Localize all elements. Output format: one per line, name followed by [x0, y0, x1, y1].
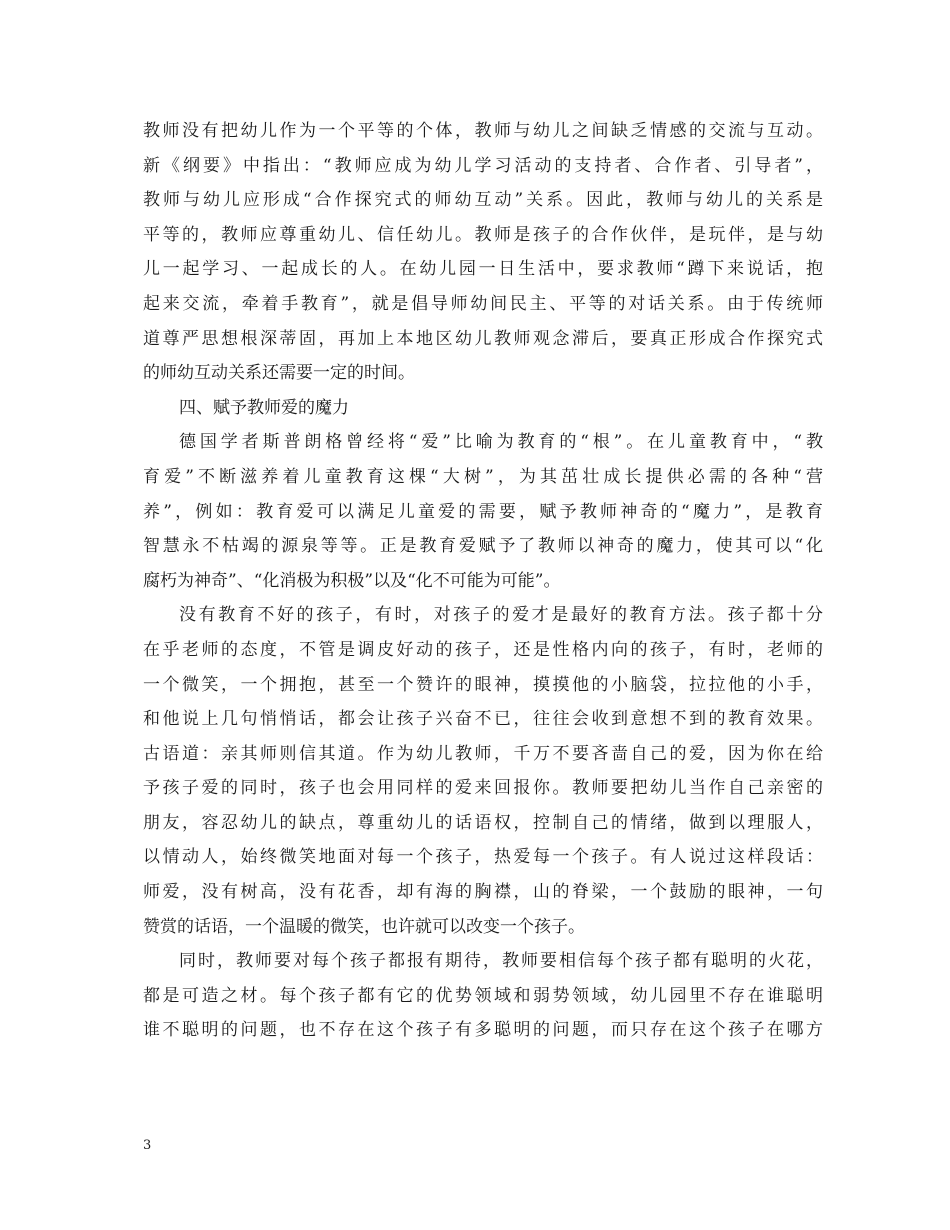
- text-line: [143, 564, 823, 599]
- text-line-content: 新《纲要》中指出：“教师应成为幼儿学习活动的支持者、合作者、引导者”，: [143, 155, 823, 176]
- text-line-content: 谁不聪明的问题，也不存在这个孩子有多聪明的问题，而只存在这个孩子在哪方: [143, 1020, 823, 1041]
- text-line: [143, 425, 823, 460]
- text-line: [143, 322, 823, 357]
- text-line: [143, 633, 823, 668]
- text-line: [143, 183, 823, 218]
- text-line-content: 的师幼互动关系还需要一定的时间。: [143, 363, 415, 384]
- text-line-content: 师爱，没有树高，没有花香，却有海的胸襟，山的脊梁，一个鼓励的眼神，一句: [143, 882, 823, 903]
- text-line: [143, 495, 823, 530]
- text-line-content: 智慧永不枯竭的源泉等等。正是教育爱赋予了教师以神奇的魔力，使其可以“化: [143, 536, 823, 557]
- text-line-content: 平等的，教师应尊重幼儿、信任幼儿。教师是孩子的合作伙伴，是玩伴，是与幼: [143, 224, 823, 245]
- section-heading: [143, 391, 823, 426]
- text-line-content: 一个微笑，一个拥抱，甚至一个赞许的眼神，摸摸他的小脑袋，拉拉他的小手，: [143, 674, 823, 695]
- text-line-content: 以情动人，始终微笑地面对每一个孩子，热爱每一个孩子。有人说过这样段话：: [143, 847, 823, 868]
- text-line: [143, 944, 823, 979]
- text-line-content: 古语道：亲其师则信其道。作为幼儿教师，千万不要吝啬自己的爱，因为你在给: [143, 743, 823, 764]
- text-line-content: 教师与幼儿应形成“合作探究式的师幼互动”关系。因此，教师与幼儿的关系是: [143, 190, 823, 211]
- text-line-content: 和他说上几句悄悄话，都会让孩子兴奋不已，往往会收到意想不到的教育效果。: [143, 709, 823, 730]
- text-line: [143, 771, 823, 806]
- page-number: 3: [143, 1138, 152, 1153]
- text-line-content: 腐朽为神奇”、“化消极为积极”以及“化不可能为可能”。: [143, 570, 561, 591]
- text-line-content: 在乎老师的态度，不管是调皮好动的孩子，还是性格内向的孩子，有时，老师的: [143, 639, 823, 660]
- text-line: [143, 149, 823, 184]
- text-line-content: 育爱”不断滋养着儿童教育这棵“大树”，为其茁壮成长提供必需的各种“营: [143, 466, 823, 487]
- text-line: [143, 356, 823, 391]
- text-line-content: 没有教育不好的孩子，有时，对孩子的爱才是最好的教育方法。孩子都十分: [179, 605, 823, 626]
- text-line: [143, 806, 823, 841]
- text-line: [143, 598, 823, 633]
- text-line: [143, 910, 823, 945]
- text-line-content: 德国学者斯普朗格曾经将“爱”比喻为教育的“根”。在儿童教育中，“教: [179, 432, 823, 453]
- text-line-content: 都是可造之材。每个孩子都有它的优势领域和弱势领域，幼儿园里不存在谁聪明: [143, 985, 823, 1006]
- text-line-content: 儿一起学习、一起成长的人。在幼儿园一日生活中，要求教师“蹲下来说话，抱: [143, 259, 823, 280]
- text-line-content: 朋友，容忍幼儿的缺点，尊重幼儿的话语权，控制自己的情绪，做到以理服人，: [143, 812, 823, 833]
- text-line-content: 起来交流，牵着手教育”，就是倡导师幼间民主、平等的对话关系。由于传统师: [143, 293, 823, 314]
- text-line: [143, 979, 823, 1014]
- text-line: [143, 218, 823, 253]
- text-line-content: 予孩子爱的同时，孩子也会用同样的爱来回报你。教师要把幼儿当作自己亲密的: [143, 778, 823, 799]
- text-line: [143, 460, 823, 495]
- text-line-content: 教师没有把幼儿作为一个平等的个体，教师与幼儿之间缺乏情感的交流与互动。: [143, 121, 823, 141]
- text-line: [143, 668, 823, 703]
- text-line: [143, 702, 823, 737]
- text-line-content: 同时，教师要对每个孩子都报有期待，教师要相信每个孩子都有聪明的火花，: [179, 951, 823, 972]
- text-line: [143, 114, 823, 149]
- text-line-content: 赞赏的话语，一个温暖的微笑，也许就可以改变一个孩子。: [143, 916, 585, 937]
- text-line: [143, 287, 823, 322]
- text-line: [143, 529, 823, 564]
- text-line-content: 道尊严思想根深蒂固，再加上本地区幼儿教师观念滞后，要真正形成合作探究式: [143, 328, 823, 349]
- text-line: [143, 875, 823, 910]
- body-text: [143, 114, 823, 1048]
- text-line: [143, 252, 823, 287]
- text-line: [143, 840, 823, 875]
- text-line: [143, 737, 823, 772]
- text-line: [143, 1013, 823, 1048]
- text-line-content: 养”，例如：教育爱可以满足儿童爱的需要，赋予教师神奇的“魔力”，是教育: [143, 501, 823, 522]
- section-heading-text: 四、赋予教师爱的魔力: [179, 397, 349, 418]
